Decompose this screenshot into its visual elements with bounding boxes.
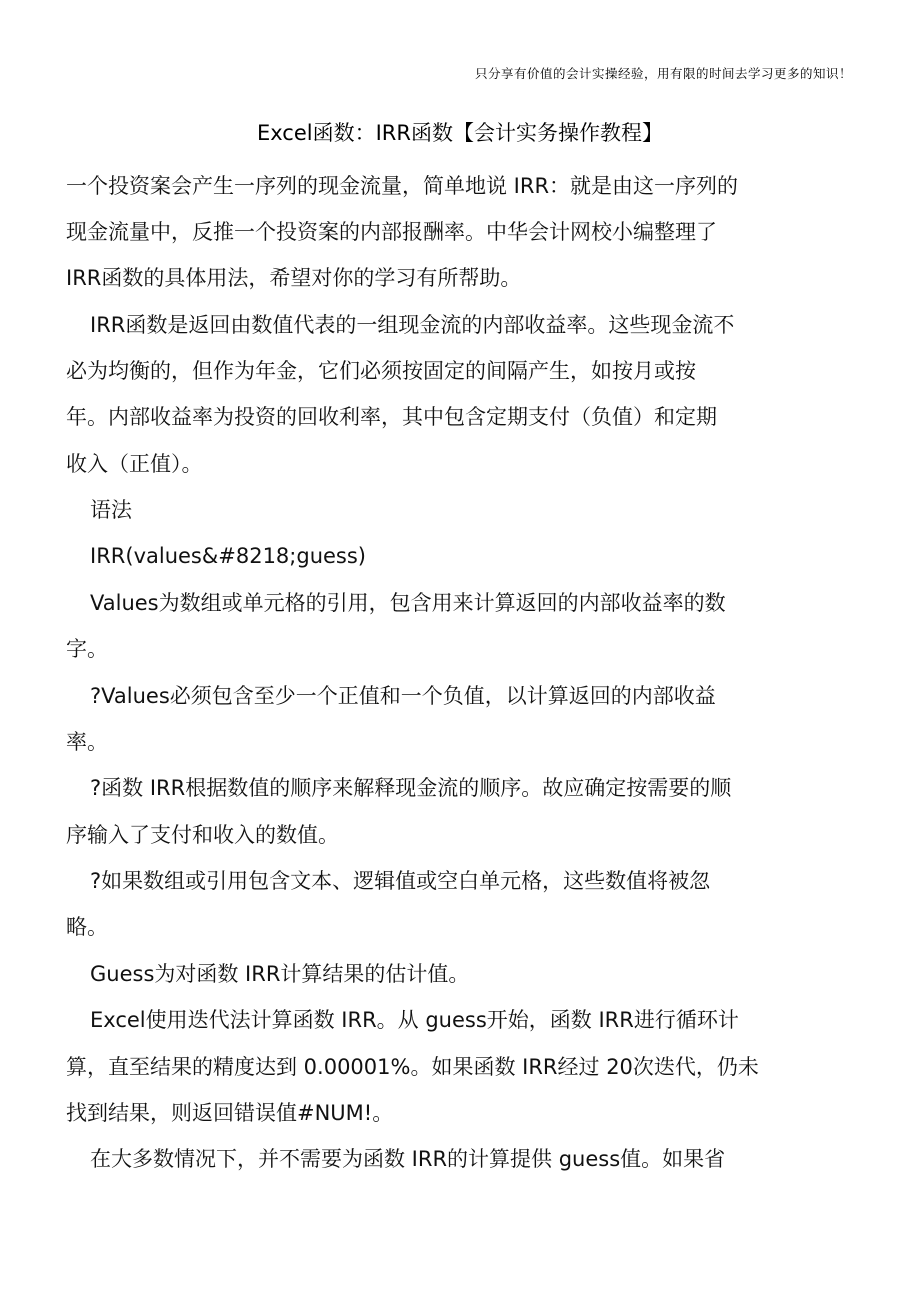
header-note: 只分享有价值的会计实操经验，用有限的时间去学习更多的知识！: [474, 66, 852, 81]
paragraph-line: Excel使用迭代法计算函数 IRR。从 guess开始，函数 IRR进行循环计: [90, 1008, 739, 1032]
paragraph-line: ?Values必须包含至少一个正值和一个负值，以计算返回的内部收益: [90, 684, 716, 708]
paragraph-line: ?函数 IRR根据数值的顺序来解释现金流的顺序。故应确定按需要的顺: [90, 776, 732, 800]
section-heading-syntax: 语法: [90, 498, 132, 522]
paragraph-line: IRR函数是返回由数值代表的一组现金流的内部收益率。这些现金流不: [90, 313, 735, 337]
document-title: Excel函数：IRR函数【会计实务操作教程】: [256, 121, 663, 145]
paragraph-line: 率。: [66, 730, 108, 754]
paragraph-line: 算，直至结果的精度达到 0.00001%。如果函数 IRR经过 20次迭代，仍未: [66, 1055, 759, 1079]
paragraph-line: 略。: [66, 915, 108, 939]
paragraph-line: 现金流量中，反推一个投资案的内部报酬率。中华会计网校小编整理了: [66, 220, 717, 244]
syntax-line: IRR(values&#8218;guess): [90, 544, 366, 568]
paragraph-line: 字。: [66, 637, 108, 661]
paragraph-line: 年。内部收益率为投资的回收利率，其中包含定期支付（负值）和定期: [66, 405, 717, 429]
paragraph-line: 序输入了支付和收入的数值。: [66, 823, 339, 847]
paragraph-line: Guess为对函数 IRR计算结果的估计值。: [90, 962, 470, 986]
paragraph-line: 收入（正值）。: [66, 452, 203, 476]
paragraph-line: IRR函数的具体用法，希望对你的学习有所帮助。: [66, 266, 522, 290]
paragraph-line: 找到结果，则返回错误值#NUM!。: [66, 1101, 394, 1125]
paragraph-line: Values为数组或单元格的引用，包含用来计算返回的内部收益率的数: [90, 591, 726, 615]
paragraph-line: 在大多数情况下，并不需要为函数 IRR的计算提供 guess值。如果省: [90, 1147, 726, 1171]
paragraph-line: 一个投资案会产生一序列的现金流量，简单地说 IRR：就是由这一序列的: [66, 174, 739, 198]
paragraph-line: 必为均衡的，但作为年金，它们必须按固定的间隔产生，如按月或按: [66, 359, 696, 383]
paragraph-line: ?如果数组或引用包含文本、逻辑值或空白单元格，这些数值将被忽: [90, 869, 711, 893]
